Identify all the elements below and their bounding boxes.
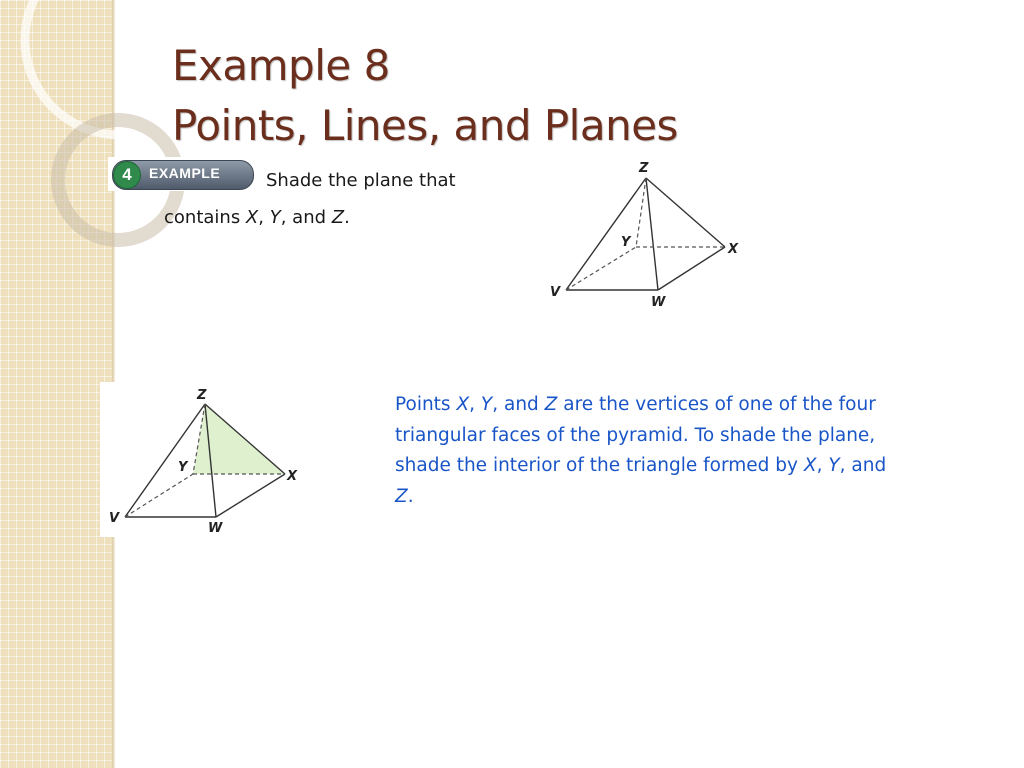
prompt-var-x: X: [245, 207, 259, 228]
answer-var-x: X: [456, 394, 470, 415]
title-line-1: Example 8: [172, 41, 390, 90]
answer-span: .: [407, 485, 414, 507]
label-z: Z: [197, 388, 207, 403]
label-v: V: [109, 511, 120, 526]
answer-var-z: Z: [395, 485, 408, 507]
answer-var-y: Y: [480, 394, 493, 415]
label-w: W: [651, 295, 666, 310]
answer-span: , and: [492, 394, 545, 415]
answer-span: are the vertices of one of the four triangular faces of the pyramid. To shade the plane, shade the interior of the triangle formed by: [395, 394, 876, 476]
prompt-var-z: Z: [331, 207, 345, 228]
label-y: Y: [621, 235, 631, 250]
label-y: Y: [178, 460, 188, 475]
badge-label: EXAMPLE: [149, 165, 221, 181]
prompt-text: .: [344, 207, 350, 228]
label-w: W: [208, 521, 223, 536]
badge-pill: [112, 160, 254, 190]
answer-text: [395, 390, 905, 512]
label-x: X: [728, 242, 739, 257]
prompt-text: contains: [164, 207, 246, 228]
label-x: X: [287, 469, 298, 484]
answer-var-x: X: [803, 455, 817, 476]
title-line-2: Points, Lines, and Planes: [172, 101, 678, 150]
prompt-text: ,: [258, 207, 270, 228]
label-z: Z: [639, 161, 649, 176]
shaded-figure-panel: [100, 382, 310, 537]
answer-span: , and: [839, 455, 887, 476]
answer-span: ,: [816, 455, 829, 476]
slide-title: [172, 36, 678, 156]
answer-span: Points: [395, 394, 457, 415]
pyramid-figure: [540, 155, 750, 315]
prompt-text: , and: [280, 207, 332, 228]
answer-var-y: Y: [828, 455, 840, 476]
badge-number: 4: [113, 161, 141, 189]
example-badge: [108, 157, 254, 191]
answer-span: ,: [469, 394, 481, 415]
label-v: V: [550, 285, 561, 300]
shaded-plane-xyz: [193, 404, 285, 474]
prompt-line-1: Shade the plane that: [266, 170, 456, 191]
prompt-var-y: Y: [269, 207, 281, 228]
prompt-line-2: [164, 207, 350, 228]
answer-var-z: Z: [544, 394, 558, 415]
pyramid-shaded-figure: [100, 382, 310, 537]
